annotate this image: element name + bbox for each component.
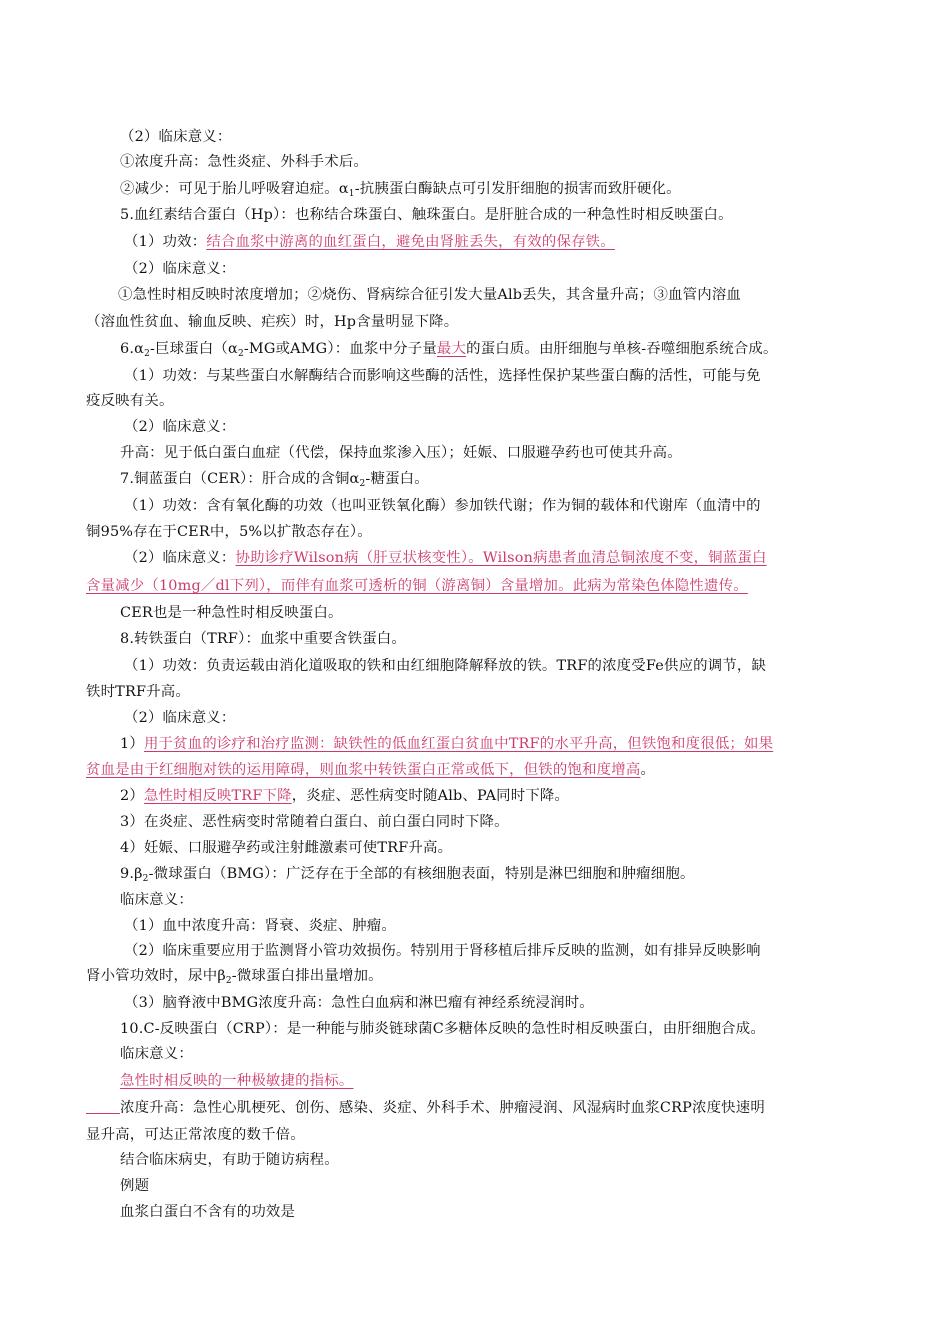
text-line [86,967,383,985]
text-line [118,286,741,304]
highlighted-text: 结合血浆中游离的血红蛋白，避免由肾脏丢失，有效的保存铁。 [206,234,615,250]
text-segment: -抗胰蛋白酶缺点可引发肝细胞的损害而致肝硬化。 [354,181,681,197]
text-line [124,497,761,515]
text-segment: （2）临床意义： [124,710,236,726]
text-line [120,604,343,622]
text-segment: ①急性时相反映时浓度增加；②烧伤、肾病综合征引发大量Alb丢失，其含量升高；③血管内溶血 [118,287,742,303]
text-line [120,180,681,198]
subscript: 2 [142,874,149,884]
text-line [124,260,236,278]
text-line [124,549,767,567]
text-segment: -巨球蛋白（α [150,341,238,357]
text-segment: 疫反映有关。 [86,393,174,409]
subscript: 2 [225,976,232,986]
text-segment: -微球蛋白（BMG）：广泛存在于全部的有核细胞表面，特别是淋巴细胞和肿瘤细胞。 [148,866,695,882]
text-line [124,917,396,935]
text-segment: ②减少：可见于胎儿呼吸窘迫症。α [120,181,349,197]
text-segment: 4）妊娠、口服避孕药或注射雌激素可使TRF升高。 [120,840,453,856]
text-line [120,470,429,488]
text-segment: 浓度升高：急性心肌梗死、创伤、感染、炎症、外科手术、肿瘤浸润、风湿病时血浆CRP浓度快速明 [120,1100,765,1116]
text-segment: ①浓度升高：急性炎症、外科手术后。 [120,154,369,170]
text-line [124,657,766,675]
text-line [120,1072,353,1090]
text-line [120,1203,295,1221]
text-segment: 9.β [120,866,143,882]
text-line [120,839,452,857]
text-segment: （3）脑脊液中BMG浓度升高：急性白血病和淋巴瘤有神经系统浸润时。 [124,995,594,1011]
text-line [86,577,748,595]
text-segment: （2）临床意义： [120,129,232,145]
text-segment: 的蛋白质。由肝细胞与单核-吞噬细胞系统合成。 [466,341,778,357]
text-line [124,367,761,385]
text-segment: （1）功效：负责运载由消化道吸取的铁和由红细胞降解释放的铁。TRF的浓度受Fe供应的调节，缺 [124,658,767,674]
text-line [120,1151,339,1169]
text-segment: （1）血中浓度升高：肾衰、炎症、肿瘤。 [124,918,396,934]
text-segment: 2） [120,788,144,804]
text-segment: 铁时TRF升高。 [86,684,190,700]
text-segment: （2）临床意义： [124,419,236,435]
subscript: 1 [348,189,355,199]
highlighted-text: 最大 [436,341,467,357]
text-segment: 10.C-反映蛋白（CRP）：是一种能与肺炎链球菌C多糖体反映的急性时相反映蛋白，由肝细胞合成。 [120,1021,765,1037]
text-line [120,1020,765,1038]
text-segment: 临床意义： [120,1046,193,1062]
text-line [120,128,232,146]
text-line [120,630,406,648]
text-segment: （2）临床意义： [124,261,236,277]
text-line [120,735,773,753]
text-line [120,1045,193,1063]
blank-underline [86,1101,120,1114]
text-segment: （溶血性贫血、输血反映、疟疾）时，Hp含量明显下降。 [86,314,459,330]
text-segment: 7.铜蓝蛋白（CER）：肝合成的含铜α [120,471,360,487]
text-segment: -糖蛋白。 [365,471,429,487]
text-line [124,233,615,251]
highlighted-text: 用于贫血的诊疗和治疗监测：缺铁性的低血红蛋白贫血中TRF的水平升高，但铁饱和度很低；如果 [143,736,774,752]
text-line [120,1177,149,1195]
text-line [86,392,174,410]
highlighted-text: 急性时相反映的一种极敏捷的指标。 [120,1073,354,1089]
text-segment: 血浆白蛋白不含有的功效是 [120,1204,296,1220]
text-line [120,865,695,883]
text-line [120,206,733,224]
highlighted-text: 协助诊疗Wilson病（肝豆状核变性）。Wilson病患者血清总铜浓度不变，铜蓝蛋白 [235,550,767,566]
text-segment: 3）在炎症、恶性病变时常随着白蛋白、前白蛋白同时下降。 [120,814,509,830]
text-line [120,787,569,805]
text-line [86,523,372,541]
text-segment: -MG或AMG）：血浆中分子量 [243,341,437,357]
text-line [124,994,594,1012]
text-segment: 1） [120,736,144,752]
text-segment: （2）临床意义： [124,550,236,566]
text-segment: 5.血红素结合蛋白（Hp）：也称结合珠蛋白、触珠蛋白。是肝脏合成的一种急性时相反映蛋白。 [120,207,733,223]
text-segment: -微球蛋白排出量增加。 [231,968,383,984]
text-segment: 铜95%存在于CER中，5%以扩散态存在）。 [86,524,372,540]
text-segment: （1）功效：含有氧化酶的功效（也叫亚铁氧化酶）参加铁代谢；作为铜的载体和代谢库（血清中的 [124,498,761,514]
text-line [120,813,509,831]
text-segment: 6.α [120,341,145,357]
text-segment: 临床意义： [120,892,193,908]
text-segment: （1）功效：与某些蛋白水解酶结合而影响这些酶的活性，选择性保护某些蛋白酶的活性，可能与免 [124,368,761,384]
text-segment: 。 [640,762,656,778]
text-line [86,313,458,331]
text-line [124,418,236,436]
text-line [86,683,190,701]
text-line [120,444,682,462]
text-line [86,1099,765,1117]
text-line [120,891,193,909]
text-segment: （2）临床重要应用于监测肾小管功效损伤。特别用于肾移植后排斥反映的监测，如有排异反映影响 [124,943,761,959]
text-segment: CER也是一种急性时相反映蛋白。 [120,605,343,621]
text-line [124,709,236,727]
text-segment: 结合临床病史，有助于随访病程。 [120,1152,339,1168]
text-line [120,153,368,171]
text-segment: ，炎症、恶性病变时随Alb、PA同时下降。 [291,788,570,804]
highlighted-text: 含量减少（10mg／dl下列），而伴有血浆可透析的铜（游离铜）含量增加。此病为常染色体隐性遗传。 [86,578,748,594]
text-segment: 例题 [120,1178,150,1194]
text-segment: （1）功效： [124,234,207,250]
text-line [120,340,778,358]
text-segment: 8.转铁蛋白（TRF）：血浆中重要含铁蛋白。 [120,631,406,647]
text-segment: 升高：见于低白蛋白血症（代偿，保持血浆渗入压）；妊娠、口服避孕药也可使其升高。 [120,445,682,461]
text-line [86,761,655,779]
text-segment: 肾小管功效时，尿中β [86,968,226,984]
highlighted-text: 急性时相反映TRF下降 [143,788,292,804]
text-line [86,1126,305,1144]
subscript: 2 [144,349,150,359]
text-line [124,942,761,960]
text-segment: 显升高，可达正常浓度的数千倍。 [86,1127,305,1143]
subscript: 2 [359,479,366,489]
highlighted-text: 贫血是由于红细胞对铁的运用障碍，则血浆中转铁蛋白正常或低下，但铁的饱和度增高 [86,762,641,778]
subscript: 2 [237,349,244,359]
